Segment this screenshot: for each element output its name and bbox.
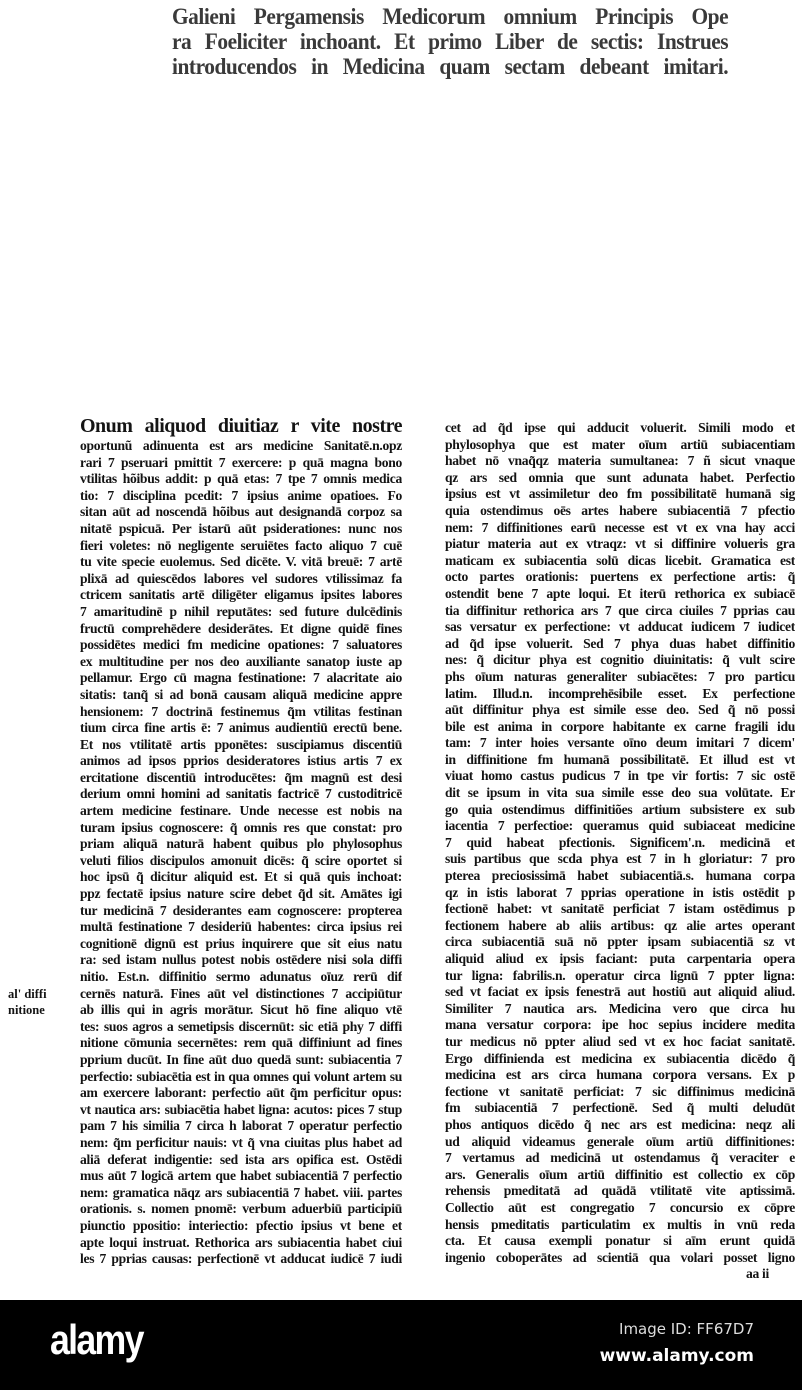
text-line: fructū comprehēdere desiderātes. Et digne quidē fines [80,620,402,636]
book-title-heading [172,4,728,79]
text-line: ingenio coboperātes ad scientiā qua volari posset ligno [445,1249,795,1265]
text-line: ars. Generalis oīum artiū diffinitio est collectio ex cōp [445,1166,795,1182]
text-line: piatur materia aut ex vtraqz: vt si diffinire volueris gra [445,536,795,552]
text-line: aliā deferat indigentie: sed ista ars opifica est. Ostēdi [80,1151,402,1167]
text-line: octo partes orationis: puertens ex perfectione artis: q̃ [445,569,795,585]
text-line: Ergo diffinienda est medicina ex subiacentia dicēdo q̃ [445,1050,795,1066]
text-line: pellamur. Ergo cū magna festinatione: 7 alacritate aio [80,670,402,686]
text-line: nem: q̃m perficitur nauis: vt q̃ vna ciuitas plus habet ad [80,1134,402,1150]
text-line: medicina est ars circa humana corpora versans. Ex p [445,1067,795,1083]
text-line: nitione cōmunia secernētes: rem quā diffiniunt ad fines [80,1035,402,1051]
text-line: hensis pmeditatis particulatim ex multis in vnū reda [445,1216,795,1232]
text-line: fieri voletes: nō negligente seruiētes facto aliquo 7 cuē [80,537,402,553]
text-line: ipsius est vt assimiletur deo fm possibilitatē humanā sig [445,486,795,502]
text-line: latim. Illud.n. incomprehēsibile esset. Ex perfectione [445,685,795,701]
text-line: nitio. Est.n. diffinitio sermo adunatus oīuz rerū dif [80,969,402,984]
text-line: hoc ipsū q̃ dicitur aliquid est. Et si quā quis inchoat: [80,869,402,885]
left-text-column [80,414,402,1268]
text-line: cernēs naturā. Fines aūt vel distinctiones 7 accipiūtur [80,985,402,1001]
margin-note-line: nitione [8,1003,45,1017]
text-line: priam aliquā naturā habent quibus plo phylosophus [80,836,402,852]
text-line: am exercere laborant: perfectio aūt q̃m perficitur opus: [80,1085,402,1101]
text-line: tu vite specie euolemus. Sed dicēte. V. vitā breuē: 7 artē [80,554,402,570]
text-line: aūt diffinitur phya est simile esse deo. Sed q̃ nō possi [445,702,795,718]
text-line: apte loqui instruat. Rethorica ars subiacentia habet ciui [80,1234,402,1250]
text-line: ud aliquid videamus generale oīum artiū diffinitiones: [445,1133,795,1149]
text-line: mana versatur corpora: ipe hoc sepius incidere medita [445,1017,795,1033]
text-line: aliquid aliud ex ipsis faciant: puta carpentaria opera [445,951,795,966]
text-line: pterea preciosissimā habet subiacentiā.s. humana corpa [445,868,795,884]
text-line: pam 7 his similia 7 circa h laborat 7 operatur perfectio [80,1118,402,1134]
right-text-column [445,420,795,1283]
text-line: tes: suos agros a semetipsis discernūt: sic etiā phy 7 diffi [80,1018,402,1034]
text-line: hensionem: 7 doctrinā festinemus q̃m vtilitas festinan [80,703,402,719]
text-line: qz in istis laborat 7 pprias operatione in istis ostēdit p [445,884,795,900]
text-line: 7 vertamus ad medicinā ut ostendamus q̃ veraciter e [445,1150,795,1166]
text-line: ercitatione discentiū introducētes: q̃m magnū est desi [80,769,402,785]
text-line: pprium ducūt. In fine aūt duo quedā sunt: subiacentia 7 [80,1051,402,1067]
text-line: nitatē pspicuā. Per istarū aūt psiderationes: nunc nos [80,520,402,536]
text-line: circa subiacentiā suā nō ppter ipsam subiacentiā sz vt [445,934,795,950]
text-line: fectionē habet: vt sanitatē perficiat 7 istam ostēdimus p [445,901,795,917]
text-line: piunctio ppositio: interiectio: pfectio ipsius vt bene et [80,1217,402,1233]
text-line: fm subiacentiā 7 perfectionē. Sed q̃ multi deludūt [445,1100,795,1116]
text-line: rari 7 pseruari pmittit 7 exercere: p quā magna bono [80,454,402,470]
text-line: fectione vt sanitatē perficiat: 7 sic diffinimus medicinā [445,1083,795,1099]
website-link: www.alamy.com [599,1346,754,1366]
text-line: tia diffinitur rethorica ars 7 que circa ciuiles 7 pprias cau [445,602,795,618]
text-line: sas versatur ex perfectione: vt adducat iudicem 7 iudicet [445,619,795,635]
text-line: nes: q̃ dicitur phya est cognitio diuinitatis: q̃ vult scire [445,652,795,668]
text-line: orationis. s. nomen pnomē: verbum aduerbiū participiū [80,1201,402,1217]
text-line: Onum aliquod diuitiaz r vite nostre [80,415,402,437]
text-line: sed vt faciat ex ipsis fenestrā aut hostiū aut aliquid aliud. [445,984,795,1000]
text-line: ctricem sanitatis artē diligēter eligamus ipsites labores [80,587,402,603]
text-line: perfectio: subiacētia est in qua omnes qui volunt artem su [80,1068,402,1084]
text-line: Et nos vtilitatē artis pponētes: suscipiamus discentiū [80,736,402,752]
text-line: plixā ad quiescēdos labores vel sudores vtilissimaz fa [80,570,402,586]
text-line: cet ad q̃d ipse qui adducit voluerit. Simili modo et [445,420,795,435]
text-line: tur medicinā 7 desiderantes eam cognoscere: propterea [80,902,402,918]
text-line: veluti filios discipulos amonuit dicēs: q̃ scire oportet si [80,852,402,868]
text-line: oportunũ adinuenta est ars medicine Sanitatē.n.opz [80,438,402,453]
text-line: cognitionē dignū est prius inquirere que sit eius natu [80,935,402,951]
image-id: Image ID: FF67D7 [619,1320,754,1338]
margin-note-line: al' diffi [8,987,47,1001]
text-line: Similiter 7 nautica ars. Medicina vero que circa hu [445,1000,795,1016]
text-line: turam ipsius cognoscere: q̃ omnis res que constat: pro [80,819,402,835]
text-line: tam: 7 inter hoies versante oīno deum imitari 7 dicem' [445,735,795,751]
text-line: iacentia 7 perfectioe: queramus quid subiaceat medicine [445,818,795,834]
text-line: ppz fectatē ipsius nature scire debet q̃d sit. Amātes igi [80,886,402,902]
text-line: phos antiquos dicēdo q̃ nec ars est medicina: neqz ali [445,1116,795,1132]
text-line: quia ostendimus oēs artes habere subiacentiā 7 pfectio [445,502,795,518]
text-line: animos ad ipsos pprios desideratores istius artis 7 ex [80,753,402,769]
text-line: 7 quid habeat pfectionis. Significem'.n. medicinā et [445,834,795,850]
text-line: les 7 pprias causas: perfectionē vt adducat iudicē 7 iudi [80,1251,402,1267]
text-line: ad q̃d ipse voluerit. Sed 7 phya duas habet diffinitio [445,635,795,651]
alamy-logo: alamy [50,1316,143,1363]
text-line: ex multitudine per nos deo auxiliante sanatop iuste ap [80,653,402,669]
text-line: in diffinitione fm humanā possibilitatē. Et illud est vt [445,751,795,767]
text-line: possidētes medici fm medicine opationes: 7 saluatores [80,637,402,653]
title-line: introducendos in Medicina quam sectam debeant imitari. [172,54,729,79]
text-line: phylosophya que est mater oīum artiū subiacentiam [445,436,795,452]
text-line: ab illis qui in agris morātur. Sicut hō fine aliquo vtē [80,1002,402,1018]
text-line: suis partibus que scda phya est 7 in h gloriatur: 7 pro [445,851,795,867]
text-line: qz ars sed omnia que sunt adunata habet. Perfectio [445,469,795,485]
text-line: maticam ex subiacentia solū dicas licebit. Gramatica est [445,552,795,568]
text-line: ostendit bene 7 apte loqui. Et iterū rethorica ex subiacē [445,585,795,601]
text-line: artem medicine festinare. Unde necesse est nobis na [80,803,402,819]
text-line: sitan aūt ad noscendā hõibus aut designandā corpoz sa [80,504,402,520]
text-line: nem: 7 diffinitiones earū necesse est vt ex vna hay acci [445,519,795,535]
signature-mark: aa ii [745,1266,769,1282]
text-line: vt nautica ars: subiacētia habet ligna: acutos: pices 7 stup [80,1101,402,1117]
text-line: 7 amaritudinē p nihil reputātes: sed future dulcēdinis [80,603,402,619]
text-line: nem: gramatica nāqz ars subiacentiā 7 habet. viii. partes [80,1184,402,1200]
text-line: sitatis: tanq̃ si ad bonā causam aliquā medicine appre [80,686,402,702]
text-line: tio: 7 disciplina pcedit: 7 ipsius anime opatioes. Fo [80,487,402,503]
text-line: dit se ipsum in vita sua simile esse deo sua volūtate. Er [445,785,795,801]
text-line: ra: sed istam nullus potest nobis ostēdere nisi sola diffi [80,952,402,968]
text-line: tur ligna: fabrilis.n. operatur circa lignū 7 ppter ligna: [445,967,795,983]
text-line: derium omni homini ad sanitatis factricē 7 custoditricē [80,786,402,802]
text-line: cta. Et causa exempli ponatur si aīm erunt quidā [445,1233,795,1249]
margin-note [8,986,68,1018]
watermark-bar [0,1300,802,1390]
text-line: Collectio aūt est congregatio 7 concursio ex cōpre [445,1199,795,1215]
text-line: habet nō vnaq̃qz materia sumultanea: 7 ñ sicut vnaque [445,453,795,469]
text-line: phs oīum naturas generaliter subiacētes: 7 pro particu [445,668,795,684]
text-line: tium circa fine artis ē: 7 animus audientiū erectū bene. [80,720,402,736]
text-line: bile est anima in corpore habitante ex carne fragili idu [445,718,795,734]
text-line: go quia ostendimus diffinitiões artium subsistere ex sub [445,801,795,817]
text-line: tur medicus nō ppter aliud sed vt ex hoc faciat sanitatē. [445,1033,795,1049]
text-line: viuat homo castus pudicus 7 in tpe vir fortis: 7 sic ostē [445,768,795,784]
title-line: Galieni Pergamensis Medicorum omnium Principis Ope [172,4,729,29]
text-line: fectionem habere ab aliis artibus: qz alie artes operant [445,917,795,933]
text-line: vtilitas hõibus addit: p quā etas: 7 tpe 7 omnis medica [80,471,402,487]
text-line: rehensis pmeditatā ad quādā vtilitatē vite aptissimā. [445,1183,795,1199]
title-line: ra Foeliciter inchoant. Et primo Liber de sectis: Instrues [172,29,729,54]
text-line: multā festinatione 7 desideriū habentes: circa ipsius rei [80,919,402,935]
text-line: mus aūt 7 logicā artem que habet subiacentiā 7 perfectio [80,1168,402,1184]
